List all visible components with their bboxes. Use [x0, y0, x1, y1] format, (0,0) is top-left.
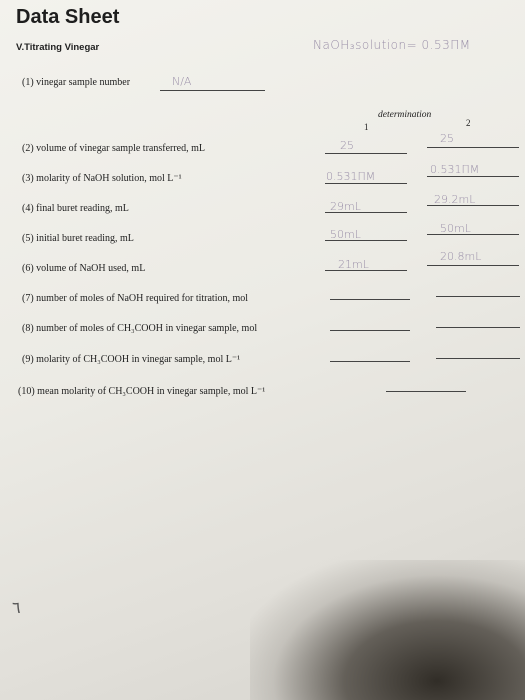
- row-6-det-1: 21mL: [338, 258, 369, 271]
- answer-line: [436, 327, 520, 328]
- answer-line: [427, 265, 519, 266]
- determination-col-2: 2: [466, 118, 471, 128]
- row-5-det-2: 50mL: [440, 222, 471, 235]
- sample-number-value: N/A: [172, 75, 192, 88]
- row-label: (8) number of moles of CH₃COOH in vinegar sample, mol: [22, 323, 258, 334]
- row-label: (10) mean molarity of CH₃COOH in vinegar sample, mol L⁻¹: [18, 386, 266, 397]
- row-label: (4) final buret reading, mL: [22, 203, 129, 214]
- determination-header: determination: [378, 110, 432, 120]
- row-label: (5) initial buret reading, mL: [22, 233, 134, 244]
- answer-line: [325, 153, 407, 154]
- row-label: (6) volume of NaOH used, mL: [22, 263, 146, 274]
- row-6-det-2: 20.8mL: [440, 250, 482, 263]
- naoh-handwritten-note: NaOH₃solution= 0.53ΠM: [313, 38, 471, 52]
- margin-mark: ٦: [12, 598, 21, 617]
- row-5-det-1: 50mL: [330, 228, 361, 241]
- row-label: (9) molarity of CH₃COOH in vinegar sample, mol L⁻¹: [22, 354, 241, 365]
- answer-line: [436, 296, 520, 297]
- answer-line: [427, 147, 519, 148]
- row-3-det-2: 0.531ΠM: [430, 163, 480, 176]
- answer-line: [330, 361, 410, 362]
- row-3-det-1: 0.531ΠM: [326, 170, 376, 183]
- row-label: (7) number of moles of NaOH required for titration, mol: [22, 293, 249, 304]
- hand-shadow: [250, 560, 525, 700]
- answer-line: [325, 183, 407, 184]
- row-label: (2) volume of vinegar sample transferred, mL: [22, 143, 205, 154]
- row-label: (1) vinegar sample number: [22, 77, 131, 88]
- answer-line: [330, 330, 410, 331]
- row-4-det-2: 29.2mL: [434, 193, 476, 206]
- answer-line: [330, 299, 410, 300]
- row-4-det-1: 29mL: [330, 200, 361, 213]
- answer-line: [427, 176, 519, 177]
- answer-line: [436, 358, 520, 359]
- answer-line: [386, 391, 466, 392]
- row-2-det-1: 25: [340, 139, 354, 152]
- row-2-det-2: 25: [440, 132, 454, 145]
- page-title: Data Sheet: [16, 6, 120, 28]
- answer-line: [160, 90, 265, 91]
- row-label: (3) molarity of NaOH solution, mol L⁻¹: [22, 173, 182, 184]
- section-heading: V.Titrating Vinegar: [16, 42, 100, 53]
- determination-col-1: 1: [364, 122, 369, 132]
